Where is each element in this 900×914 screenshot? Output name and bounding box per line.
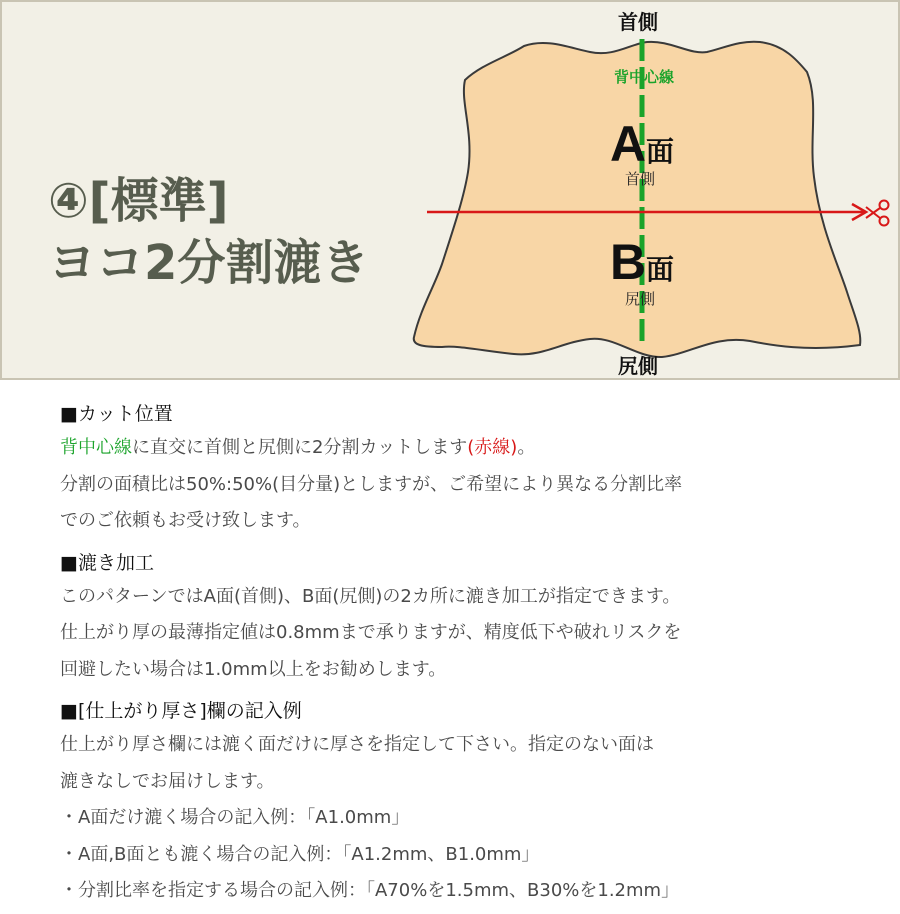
face-a-letter: A — [609, 116, 647, 172]
text-line: 仕上がり厚の最薄指定値は0.8mmまで承りますが、精度低下や破れリスクを — [60, 622, 682, 643]
section-heading: ■カット位置 — [60, 403, 173, 425]
section-cut-position — [60, 398, 860, 540]
text-span: 。 — [517, 437, 536, 458]
leather-hide-shape — [414, 42, 861, 357]
text-line: 仕上がり厚さ欄には漉く面だけに厚さを指定して下さい。指定のない面は — [60, 734, 654, 755]
text-line: ・A面だけ漉く場合の記入例：「A1.0mm」 — [60, 807, 410, 828]
face-a-label — [610, 115, 674, 173]
face-a-kanji: 面 — [646, 135, 675, 168]
text-span: に直交に首側と尻側に2分割カットします — [132, 437, 468, 458]
red-line-term: (赤線) — [467, 437, 518, 458]
face-b-letter: B — [609, 234, 647, 290]
section-heading: ■漉き加工 — [60, 551, 154, 574]
spine-line-label: 背中心線 — [613, 68, 675, 86]
text-line: 漉きなしでお届けします。 — [60, 770, 275, 792]
section-skiving — [60, 547, 860, 689]
face-a-sublabel: 首側 — [624, 170, 656, 188]
text-line: でのご依頼もお受け致します。 — [60, 510, 311, 531]
description — [60, 398, 860, 914]
text-line: 回避したい場合は1.0mm以上をお勧めします。 — [60, 658, 447, 680]
text-line — [60, 430, 860, 467]
hero-title-line2: ヨコ2分割漉き — [48, 235, 370, 291]
section-thickness-examples — [60, 695, 860, 910]
face-b-kanji: 面 — [646, 253, 675, 286]
label-butt-side: 尻側 — [618, 354, 658, 378]
section-heading: ■[仕上がり厚さ]欄の記入例 — [60, 700, 302, 722]
face-b-sublabel: 尻側 — [624, 290, 656, 308]
face-b-label — [610, 233, 674, 291]
spine-term: 背中心線 — [60, 437, 132, 458]
scissors-icon — [866, 201, 889, 226]
text-line: ・分割比率を指定する場合の記入例：「A70%を1.5mm、B30%を1.2mm」 — [60, 880, 680, 901]
text-line: このパターンではA面(首側)、B面(尻側)の2カ所に漉き加工が指定できます。 — [60, 585, 681, 607]
label-neck-side: 首側 — [618, 10, 658, 34]
text-line: 分割の面積比は50%:50%(目分量)としますが、ご希望により異なる分割比率 — [60, 473, 683, 495]
text-line: ・A面,B面とも漉く場合の記入例：「A1.2mm、B1.0mm」 — [60, 843, 540, 865]
hero-title-line1: ④[標準] — [48, 173, 229, 229]
hero-panel — [0, 0, 900, 380]
